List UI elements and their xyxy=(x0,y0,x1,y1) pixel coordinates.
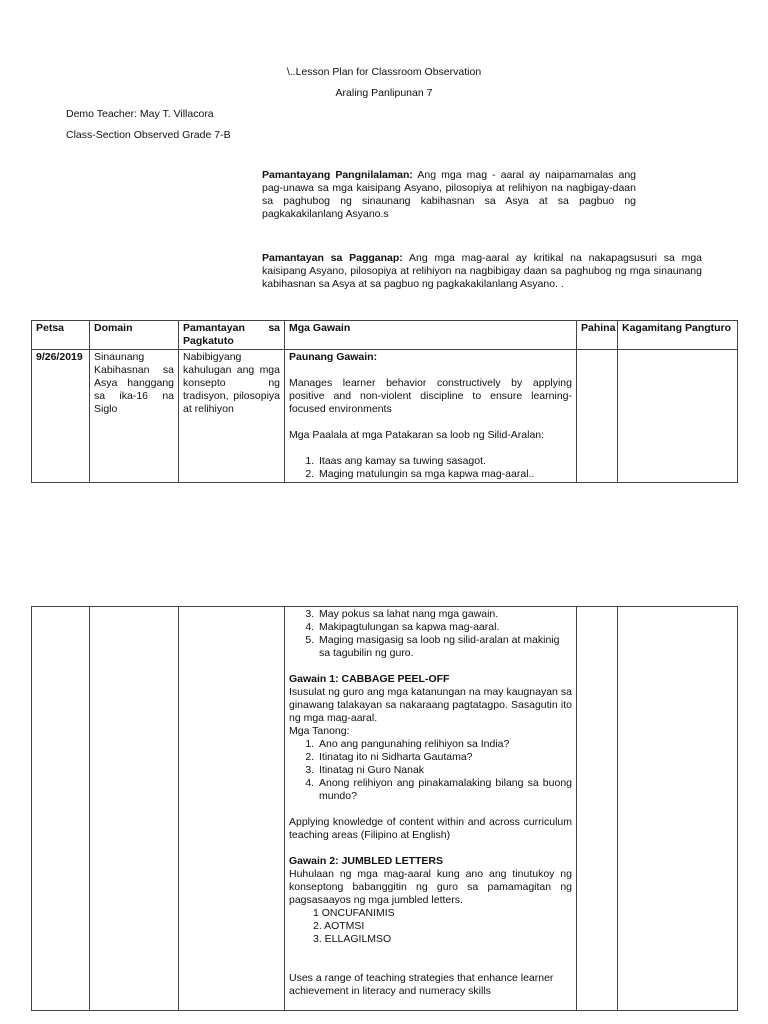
content-standard xyxy=(262,169,636,221)
questions-list xyxy=(289,738,572,803)
uses-text: Uses a range of teaching strategies that enhance learner achievement in literacy and numeracy skills xyxy=(289,972,554,997)
list-item: 1 ONCUFANIMIS xyxy=(313,907,395,919)
list-item: 2. Maging matulungin sa mga kapwa mag-aaral.. xyxy=(317,468,572,481)
row-gawain xyxy=(285,607,577,1011)
list-item: 4. Anong relihiyon ang pinakamalaking bilang sa buong mundo? xyxy=(317,777,572,803)
list-item: 3. Itinatag ni Guro Nanak xyxy=(317,764,572,777)
row-pamantayan xyxy=(179,607,285,1011)
list-item: 3. May pokus sa lahat nang mga gawain. xyxy=(317,608,572,621)
table-row xyxy=(32,350,738,483)
list-item: 2. Itinatag ito ni Sidharta Gautama? xyxy=(317,751,572,764)
manages-text: Manages learner behavior constructively by applying positive and non-violent discipline to ensure learning-focused environments xyxy=(289,377,572,415)
class-section: Class-Section Observed Grade 7-B xyxy=(66,129,231,141)
row-pahina xyxy=(577,350,618,483)
rules-list xyxy=(289,455,572,481)
paalala-text: Mga Paalala at mga Patakaran sa loob ng Silid-Aralan: xyxy=(289,429,545,441)
header-domain: Domain xyxy=(90,321,179,350)
gawain2-title: Gawain 2: JUMBLED LETTERS xyxy=(289,855,444,867)
applying-text: Applying knowledge of content within and across curriculum teaching areas (Filipino at English) xyxy=(289,816,572,841)
list-item: 4. Makipagtulungan sa kapwa mag-aaral. xyxy=(317,621,572,634)
gawain1-title: Gawain 1: CABBAGE PEEL-OFF xyxy=(289,673,450,685)
row-pahina xyxy=(577,607,618,1011)
row-petsa xyxy=(32,607,90,1011)
list-item: 2. AOTMSI xyxy=(313,920,365,932)
header-mga-gawain: Mga Gawain xyxy=(285,321,577,350)
tanong-label: Mga Tanong: xyxy=(289,725,350,737)
jumbled-list xyxy=(289,907,572,946)
header-kagamitan: Kagamitang Pangturo xyxy=(618,321,738,350)
table-header-row xyxy=(32,321,738,350)
list-item: 5. Maging masigasig sa loob ng silid-aralan at makinig sa tagubilin ng guro. xyxy=(317,634,572,660)
list-item: 1. Ano ang pangunahing relihiyon sa India? xyxy=(317,738,572,751)
header-pahina: Pahina xyxy=(577,321,618,350)
row-gawain xyxy=(285,350,577,483)
lesson-plan-title: \..Lesson Plan for Classroom Observation xyxy=(286,66,482,78)
table-row xyxy=(32,607,738,1011)
demo-teacher: Demo Teacher: May T. Villacora xyxy=(66,108,214,120)
list-item: 1. Itaas ang kamay sa tuwing sasagot. xyxy=(317,455,572,468)
row-kagamitan xyxy=(618,607,738,1011)
list-item: 3. ELLAGILMSO xyxy=(313,933,392,945)
header-petsa: Petsa xyxy=(32,321,90,350)
content-standard-text: Ang mga mag - aaral ay naipamamalas ang pag-unawa sa mga kaisipang Asyano, pilosopiya at relihiyon na nagbigay-daan sa paghubog ng sinaunang kabihasnan sa Asya at sa pagbuo ng pagkakakilanlang Asyano.s xyxy=(262,169,636,220)
row-pamantayan: Nabibigyang kahulugan ang mga konsepto ng tradisyon, pilosopiya at relihiyon xyxy=(179,350,285,483)
row-kagamitan xyxy=(618,350,738,483)
rules-list-continued xyxy=(289,608,572,660)
performance-standard-label: Pamantayan sa Pagganap: xyxy=(262,252,403,264)
row-domain: Sinaunang Kabihasnan sa Asya hanggang sa ika-16 na Siglo xyxy=(90,350,179,483)
performance-standard-text: Ang mga mag-aaral ay kritikal na nakapagsusuri sa mga kaisipang Asyano, pilosopiya at relihiyon na nagbibigay daan sa paghubog ng mga sinaunang kabihasnan sa Asya at sa pagbuo ng pagkakakilanlang Asyano. . xyxy=(262,252,702,290)
subject-title: Araling Panlipunan 7 xyxy=(335,87,433,99)
performance-standard xyxy=(262,252,702,291)
header-pamantayan: Pamantayan sa Pagkatuto xyxy=(179,321,285,350)
row-petsa: 9/26/2019 xyxy=(32,350,90,483)
gawain2-text: Huhulaan ng mga mag-aaral kung ano ang tinutukoy ng konseptong babanggitin ng guro sa pamamagitan ng pagsasaayos ng mga jumbled letters. xyxy=(289,868,572,906)
row-domain xyxy=(90,607,179,1011)
content-standard-label: Pamantayang Pangnilalaman: xyxy=(262,169,413,181)
gawain1-text: Isusulat ng guro ang mga katanungan na may kaugnayan sa ginawang talakayan sa nakaraang pagtatagpo. Sasagutin ito ng mga mag-aaral. xyxy=(289,686,572,724)
lesson-table xyxy=(31,320,738,483)
paunang-gawain-title: Paunang Gawain: xyxy=(289,351,378,363)
lesson-table-continued xyxy=(31,606,738,1011)
